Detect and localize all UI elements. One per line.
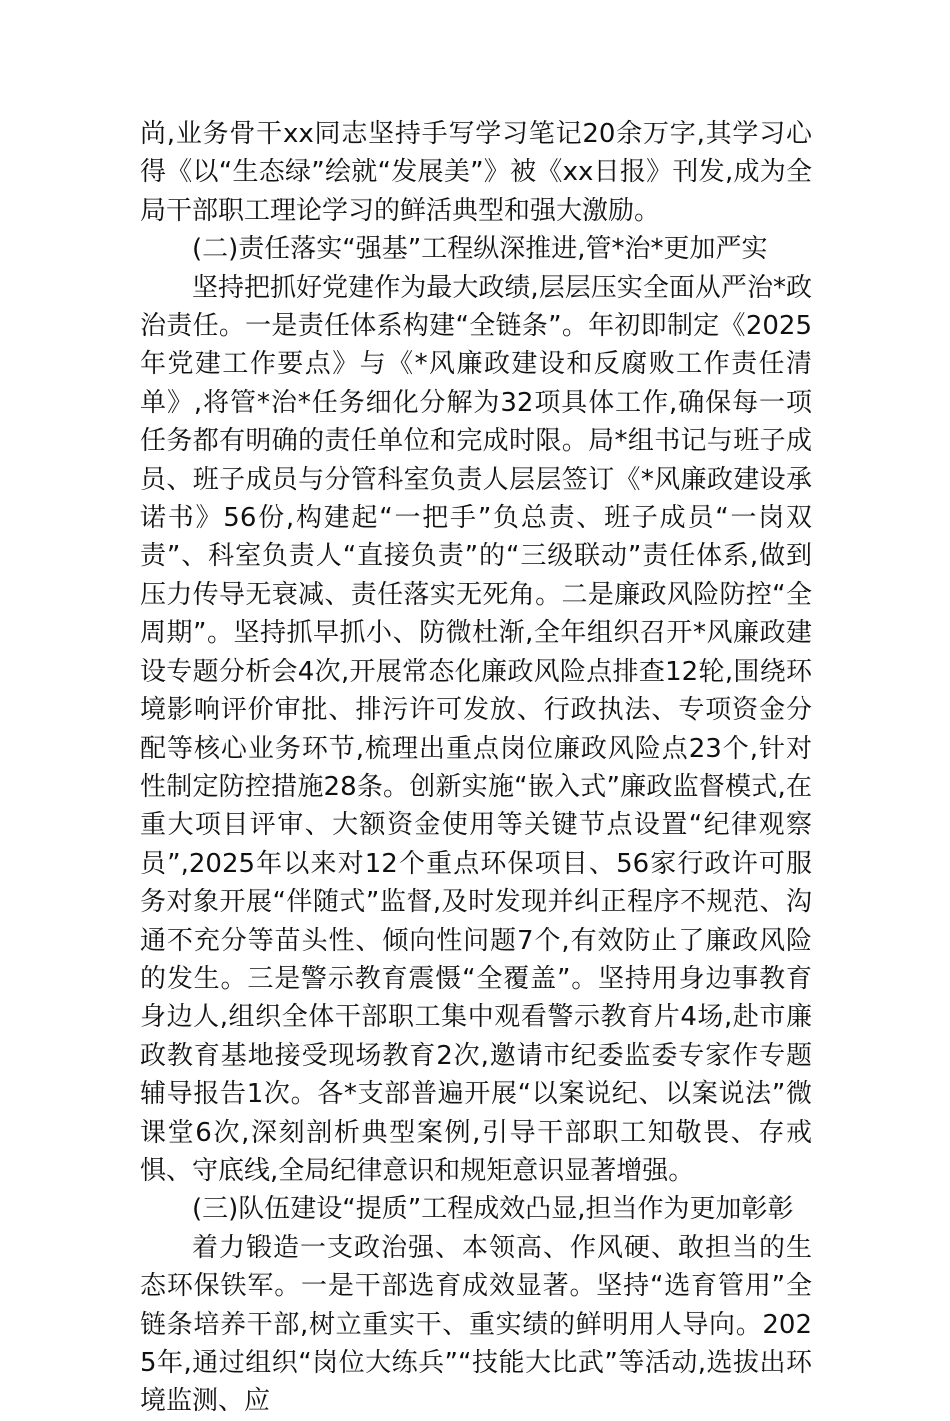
document-body — [140, 115, 812, 1421]
section-heading-responsibility: (二)责任落实“强基”工程纵深推进,管*治*更加严实 — [192, 234, 768, 265]
paragraph-team-building: 着力锻造一支政治强、本领高、作风硬、敢担当的生态环保铁军。一是干部选育成效显著。坚持“选育管用”全链条培养干部,树立重实干、重实绩的鲜明用人导向。2025年,通过组织“岗位大练兵”“技能大比武”等活动,选拔出环境监测、应 — [140, 1232, 812, 1417]
section-heading-team-building: (三)队伍建设“提质”工程成效凸显,担当作为更加彰彰 — [192, 1194, 794, 1225]
paragraph-responsibility: 坚持把抓好党建作为最大政绩,层层压实全面从严治*政治责任。一是责任体系构建“全链条”。年初即制定《2025年党建工作要点》与《*风廉政建设和反腐败工作责任清单》,将管*治*任务细化分解为32项具体工作,确保每一项任务都有明确的责任单位和完成时限。局*组书记与班子成员、班子成员与分管科室负责人层层签订《*风廉政建设承诺书》56份,构建起“一把手”负总责、班子成员“一岗双责”、科室负责人“直接负责”的“三级联动”责任体系,做到压力传导无衰减、责任落实无死角。二是廉政风险防控“全周期”。坚持抓早抓小、防微杜渐,全年组织召开*风廉政建设专题分析会4次,开展常态化廉政风险点排查12轮,围绕环境影响评价审批、排污许可发放、行政执法、专项资金分配等核心业务环节,梳理出重点岗位廉政风险点23个,针对性制定防控措施28条。创新实施“嵌入式”廉政监督模式,在重大项目评审、大额资金使用等关键节点设置“纪律观察员”,2025年以来对12个重点环保项目、56家行政许可服务对象开展“伴随式”监督,及时发现并纠正程序不规范、沟通不充分等苗头性、倾向性问题7个,有效防止了廉政风险的发生。三是警示教育震慑“全覆盖”。坚持用身边事教育身边人,组织全体干部职工集中观看警示教育片4场,赴市廉政教育基地接受现场教育2次,邀请市纪委监委专家作专题辅导报告1次。各*支部普遍开展“以案说纪、以案说法”微课堂6次,深刻剖析典型案例,引导干部职工知敬畏、存戒惧、守底线,全局纪律意识和规矩意识显著增强。 — [140, 272, 812, 1186]
paragraph-continuation: 尚,业务骨干xx同志坚持手写学习笔记20余万字,其学习心得《以“生态绿”绘就“发展美”》被《xx日报》刊发,成为全局干部职工理论学习的鲜活典型和强大激励。 — [140, 119, 812, 226]
